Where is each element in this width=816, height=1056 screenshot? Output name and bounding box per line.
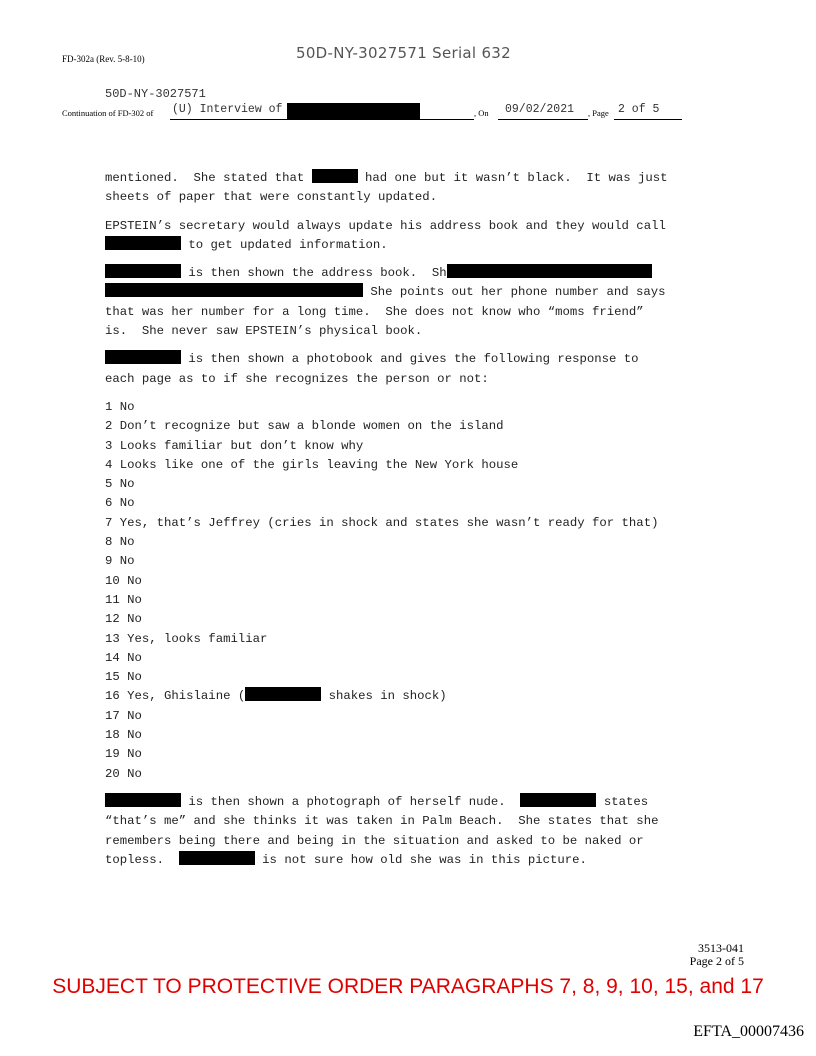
list-item: 15 No [105, 670, 142, 685]
redaction-block [105, 793, 181, 807]
list-item: 1 No [105, 399, 135, 414]
paragraph: is then shown a photograph of herself nude. states “that’s me” and she thinks it was taken in Palm Beach. She states that she remembers being there and being in the situation and asked to be naked or topless. is not sure how old she was in this picture. [105, 794, 659, 867]
paragraph: mentioned. She stated that had one but it wasn’t black. It was just sheets of paper that were constantly updated. [105, 171, 668, 205]
continuation-label: Continuation of FD-302 of [62, 108, 154, 118]
list-item: 14 No [105, 650, 142, 665]
list-item: 19 No [105, 747, 142, 762]
footer-code [690, 942, 744, 968]
protective-order-notice: SUBJECT TO PROTECTIVE ORDER PARAGRAPHS 7, 8, 9, 10, 15, and 17 [52, 975, 764, 998]
on-label: , On [474, 108, 489, 118]
paragraph: is then shown the address book. Sh She points out her phone number and says that was her number for a long time. She does not know who “moms friend” is. She never saw EPSTEIN’s physical book. [105, 266, 666, 339]
interview-date: 09/02/2021 [505, 103, 575, 116]
list-item: 11 No [105, 592, 142, 607]
paragraph: EPSTEIN’s secretary would always update his address book and they would call to get updated information. [105, 218, 666, 252]
redaction-block [105, 350, 181, 364]
document-code: 3513-041 [698, 941, 744, 955]
list-item: 16 Yes, Ghislaine ( shakes in shock) [105, 689, 447, 704]
list-item: 20 No [105, 766, 142, 781]
list-item: 9 No [105, 554, 135, 569]
list-item: 8 No [105, 535, 135, 550]
list-item: 17 No [105, 708, 142, 723]
redaction-block [520, 793, 596, 807]
redaction-block [287, 103, 420, 120]
file-number: 50D-NY-3027571 [105, 87, 206, 101]
list-item: 7 Yes, that’s Jeffrey (cries in shock and states she wasn’t ready for that) [105, 515, 659, 530]
page-value: 2 of 5 [618, 103, 660, 116]
list-item: 13 Yes, looks familiar [105, 631, 268, 646]
paragraph: is then shown a photobook and gives the following response to each page as to if she recognizes the person or not: [105, 352, 639, 386]
underline [498, 119, 588, 120]
list-item: 5 No [105, 477, 135, 492]
list-item: 6 No [105, 496, 135, 511]
redaction-block [105, 236, 181, 250]
list-item: 2 Don’t recognize but saw a blonde women on the island [105, 419, 504, 434]
underline [170, 119, 474, 120]
underline [614, 119, 682, 120]
bates-number: EFTA_00007436 [693, 1023, 804, 1040]
list-item: 12 No [105, 612, 142, 627]
page-number: Page 2 of 5 [689, 954, 744, 968]
list-item: 10 No [105, 573, 142, 588]
redaction-block [179, 851, 255, 865]
redaction-block [312, 169, 358, 183]
redaction-block [447, 264, 652, 278]
page-label: , Page [588, 108, 609, 118]
list-item: 3 Looks familiar but don’t know why [105, 438, 364, 453]
document-body [105, 169, 705, 879]
redaction-block [245, 687, 321, 701]
photobook-responses [105, 398, 705, 784]
continuation-row [62, 103, 682, 121]
redaction-block [105, 264, 181, 278]
interview-of: (U) Interview of [172, 103, 283, 116]
serial-number: 50D-NY-3027571 Serial 632 [296, 44, 511, 62]
redaction-block [105, 283, 363, 297]
list-item: 4 Looks like one of the girls leaving the New York house [105, 457, 519, 472]
list-item: 18 No [105, 728, 142, 743]
form-id: FD-302a (Rev. 5-8-10) [62, 54, 145, 64]
